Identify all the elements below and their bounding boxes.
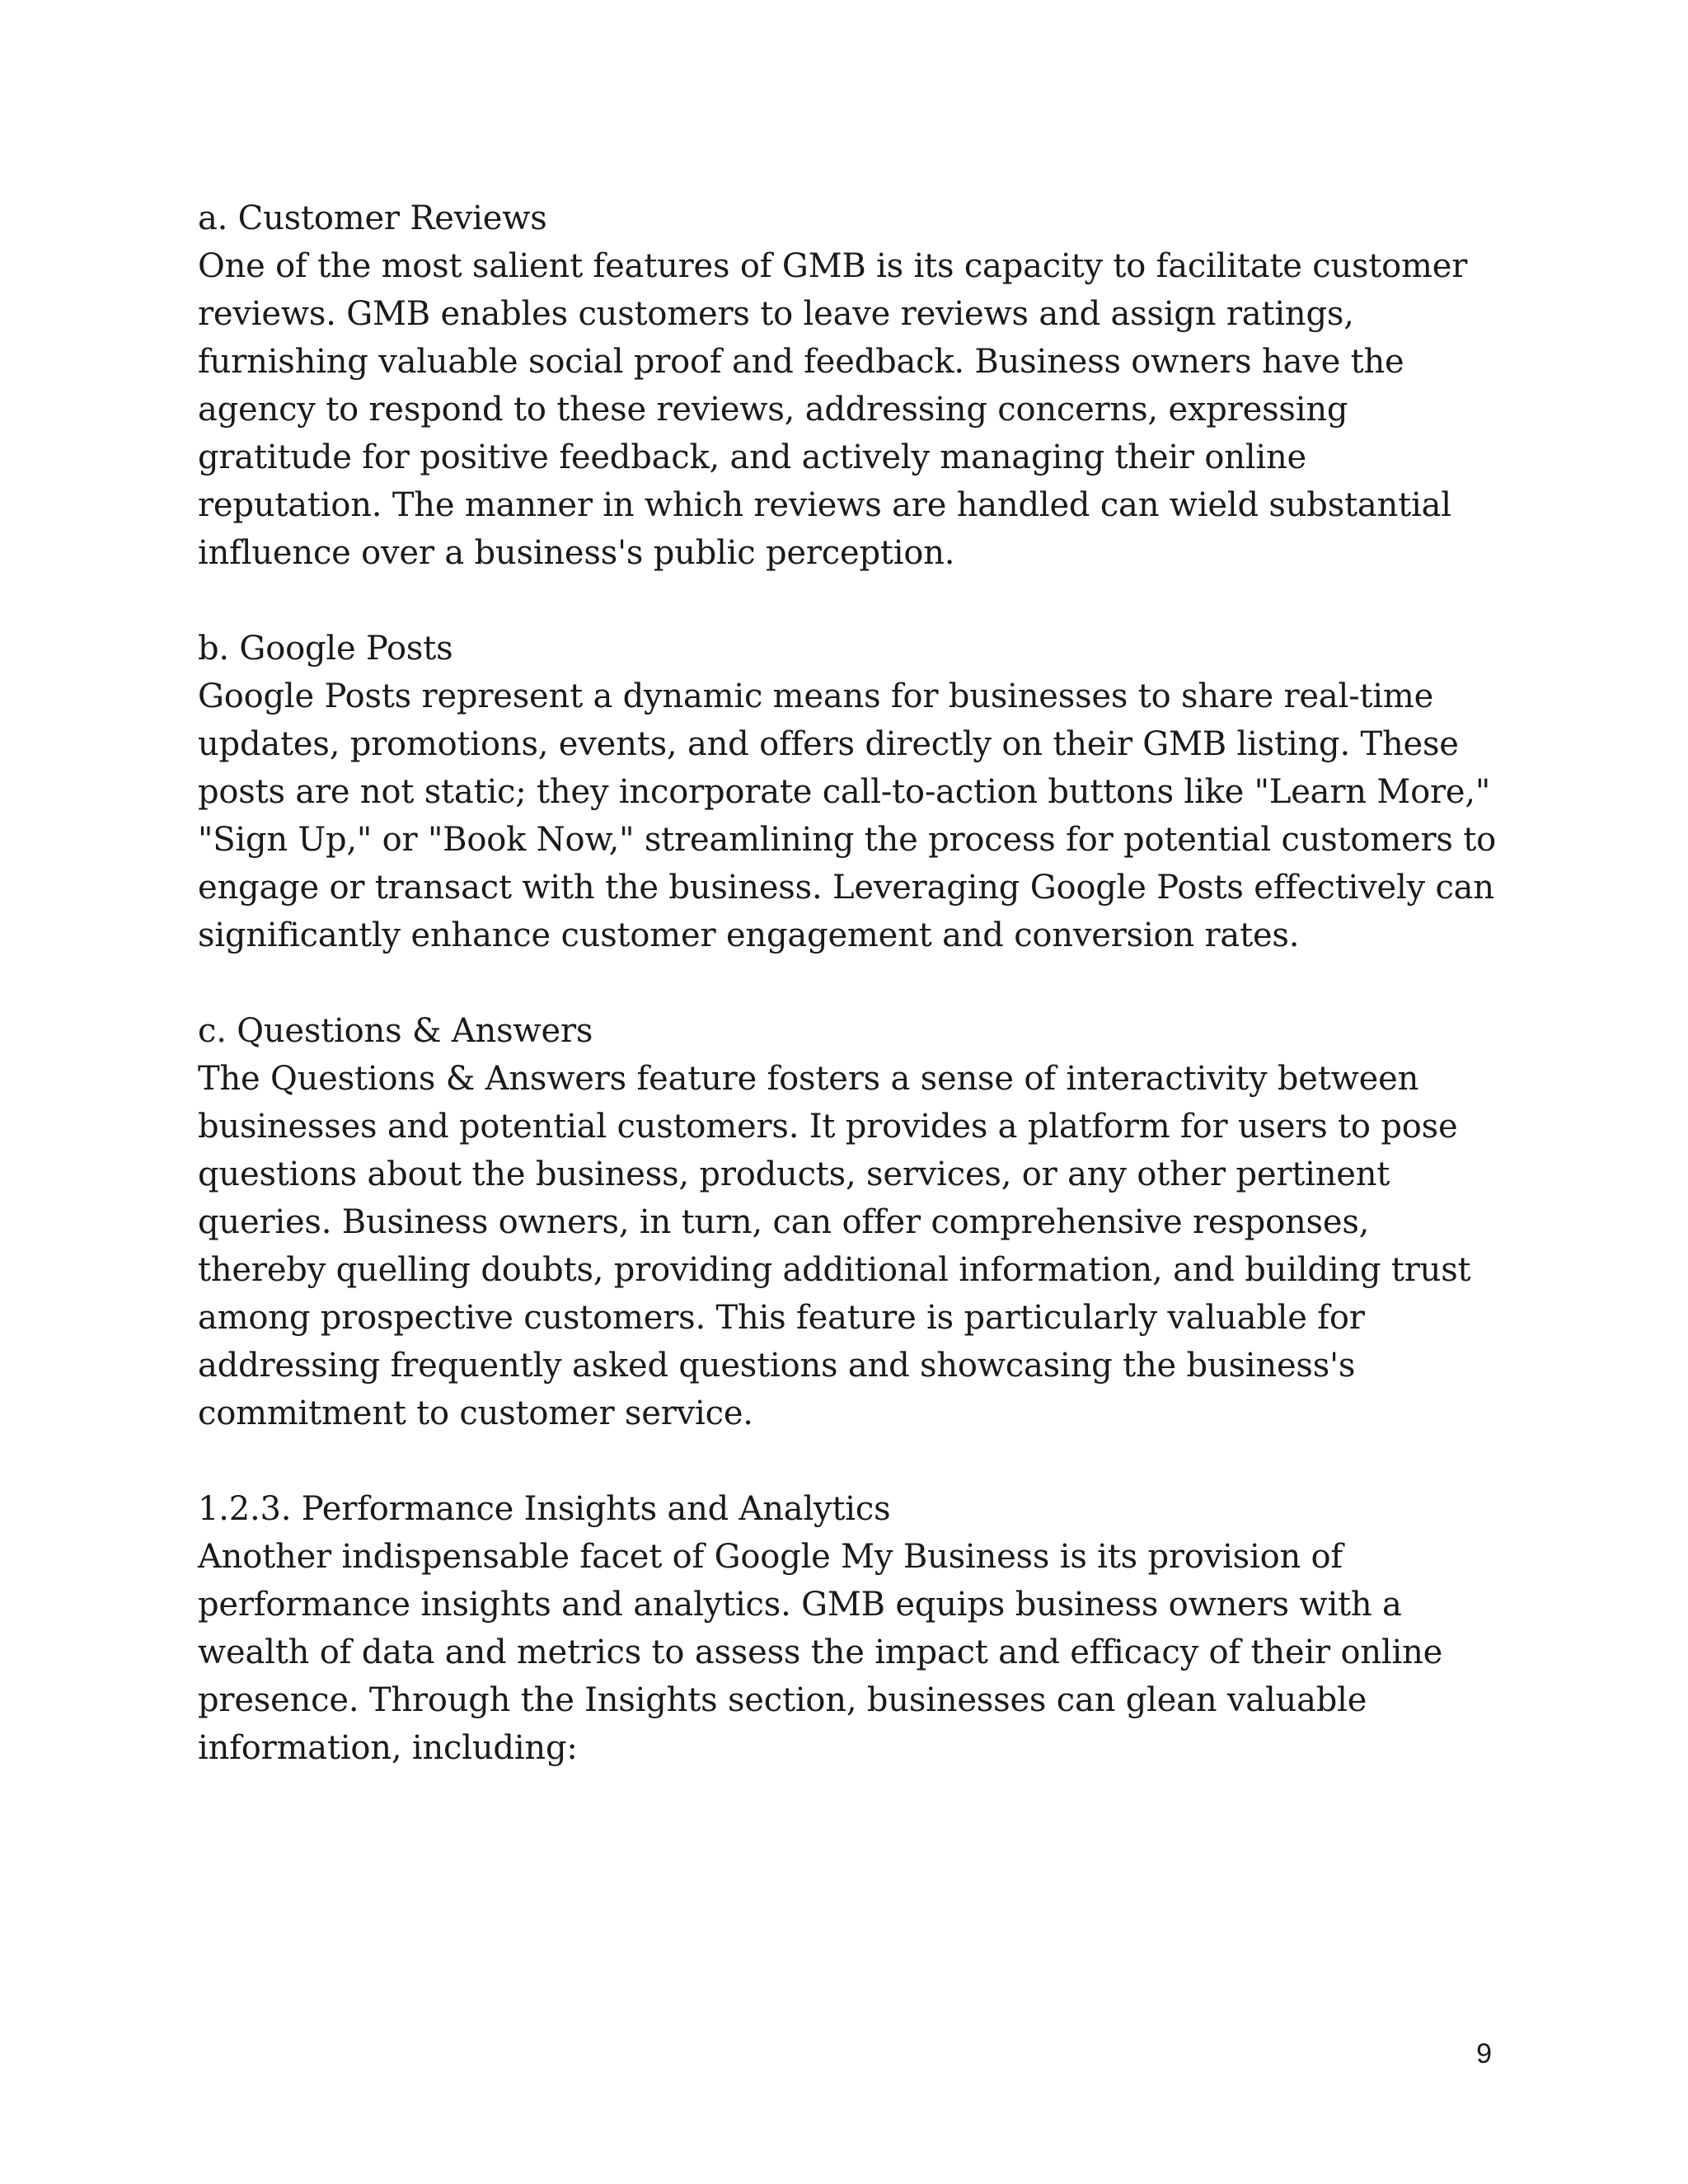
section-heading: a. Customer Reviews [198, 199, 547, 237]
section-paragraph: Google Posts represent a dynamic means for businesses to share real-time updates, promotions, events, and offers directly on their GMB listing. These posts are not static; they incorporate call-to-action buttons like "Learn More," "Sign Up," or "Book Now," streamlining the process for potential customers to engage or transact with the business. Leveraging Google Posts effectively can significantly enhance customer engagement and conversion rates. [198, 677, 1497, 954]
section-paragraph: Another indispensable facet of Google My Business is its provision of performance insights and analytics. GMB equips business owners with a wealth of data and metrics to assess the impact and efficacy of their online presence. Through the Insights section, businesses can glean valuable information, including: [198, 1538, 1443, 1767]
section-customer-reviews [198, 194, 1500, 577]
section-performance-insights [198, 1485, 1500, 1772]
page-content [198, 194, 1500, 1820]
section-heading: b. Google Posts [198, 630, 453, 668]
section-questions-answers [198, 1007, 1500, 1437]
section-paragraph: The Questions & Answers feature fosters a sense of interactivity between businesses and potential customers. It provides a platform for users to pose questions about the business, products, services, or any other pertinent queries. Business owners, in turn, can offer comprehensive responses, thereby quelling doubts, providing additional information, and building trust among prospective customers. This feature is particularly valuable for addressing frequently asked questions and showcasing the business's commitment to customer service. [198, 1060, 1471, 1432]
section-paragraph: One of the most salient features of GMB is its capacity to facilitate customer reviews. GMB enables customers to leave reviews and assign ratings, furnishing valuable social proof and feedback. Business owners have the agency to respond to these reviews, addressing concerns, expressing gratitude for positive feedback, and actively managing their online reputation. The manner in which reviews are handled can wield substantial influence over a business's public perception. [198, 247, 1468, 572]
page-number: 9 [1476, 2038, 1492, 2069]
section-google-posts [198, 625, 1500, 959]
section-heading: c. Questions & Answers [198, 1012, 593, 1050]
section-heading: 1.2.3. Performance Insights and Analytics [198, 1490, 891, 1528]
